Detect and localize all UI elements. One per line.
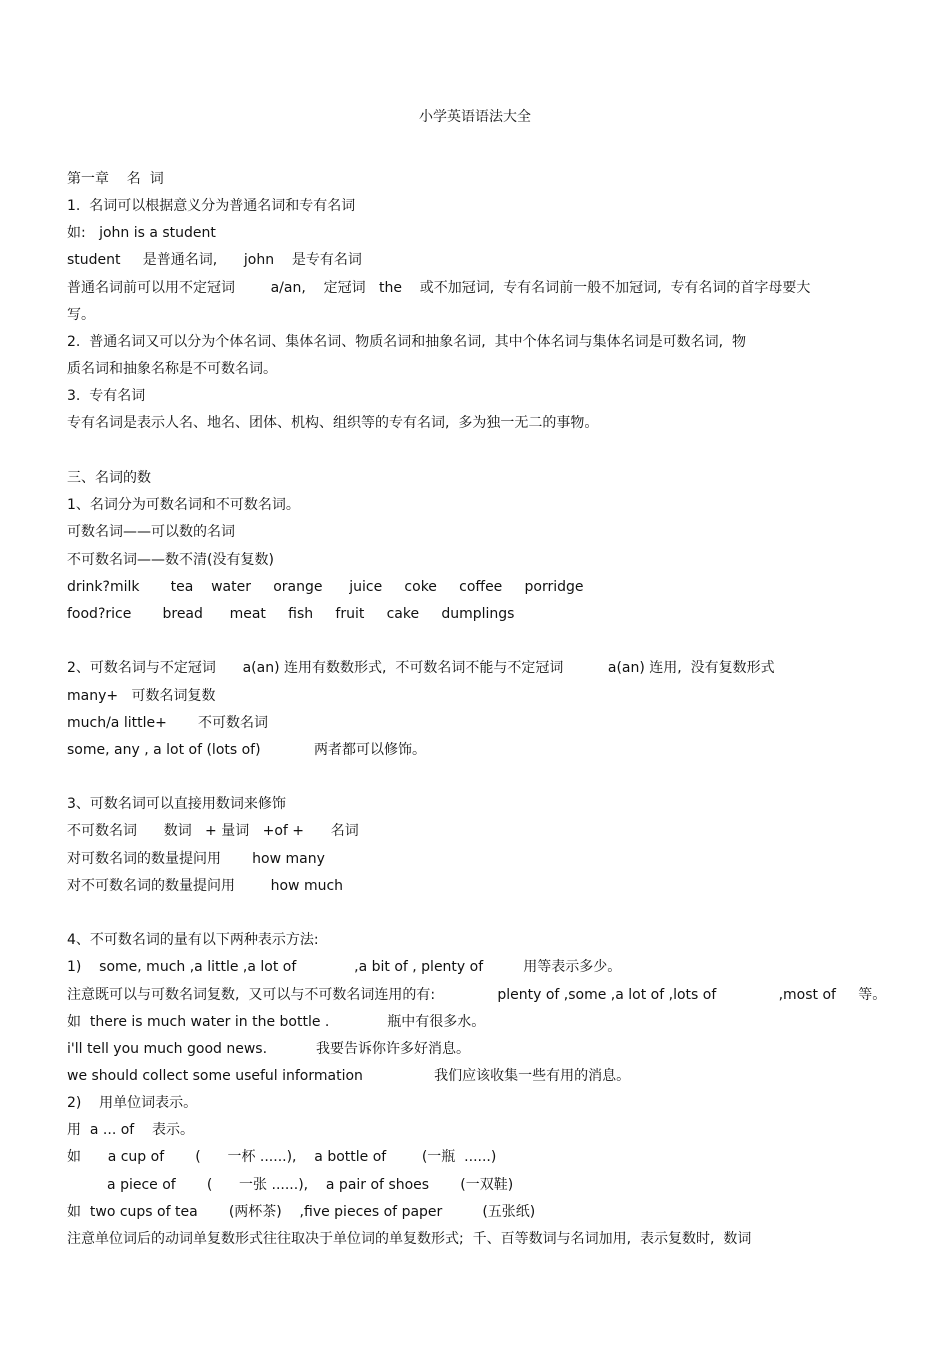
chapter-heading: 第一章 名 词 xyxy=(67,171,164,187)
text-line: i'll tell you much good news. 我要告诉你许多好消息。 xyxy=(67,1041,470,1057)
text-line: 2、可数名词与不定冠词 a(an) 连用有数数形式, 不可数名词不能与不定冠词 a(an) 连用, 没有复数形式 xyxy=(67,660,775,676)
text-line: 3、可数名词可以直接用数词来修饰 xyxy=(67,796,286,812)
text-line: 质名词和抽象名称是不可数名词。 xyxy=(67,361,277,377)
text-line: 4、不可数名词的量有以下两种表示方法: xyxy=(67,932,319,948)
text-line: 注意既可以与可数名词复数, 又可以与不可数名词连用的有: plenty of ,some ,a lot of ,lots of ,most of 等。 xyxy=(67,987,887,1003)
text-line: a piece of ( 一张 ......), a pair of shoes (一双鞋) xyxy=(67,1177,514,1193)
text-line: 专有名词是表示人名、地名、团体、机构、组织等的专有名词, 多为独一无二的事物。 xyxy=(67,415,599,431)
text-line: many+ 可数名词复数 xyxy=(67,688,216,704)
text-line: 普通名词前可以用不定冠词 a/an, 定冠词 the 或不加冠词, 专有名词前一般不加冠词, 专有名词的首字母要大 xyxy=(67,280,811,296)
text-line: 注意单位词后的动词单复数形式往往取决于单位词的单复数形式; 千、百等数词与名词加用, 表示复数时, 数词 xyxy=(67,1231,752,1247)
text-line: some, any , a lot of (lots of) 两者都可以修饰。 xyxy=(67,742,426,758)
text-line: we should collect some useful information 我们应该收集一些有用的消息。 xyxy=(67,1068,631,1084)
text-line: 用 a ... of 表示。 xyxy=(67,1122,195,1138)
text-line: 对不可数名词的数量提问用 how much xyxy=(67,878,344,894)
text-line: 对可数名词的数量提问用 how many xyxy=(67,851,325,867)
text-line: food?rice bread meat fish fruit cake dumplings xyxy=(67,606,515,622)
text-line: 写。 xyxy=(67,307,95,323)
text-line: 不可数名词 数词 + 量词 +of + 名词 xyxy=(67,823,359,839)
text-line: 如 a cup of ( 一杯 ......), a bottle of (一瓶 ......) xyxy=(67,1149,497,1165)
text-line: student 是普通名词, john 是专有名词 xyxy=(67,252,362,268)
text-line: 如 two cups of tea (两杯茶) ,five pieces of paper (五张纸) xyxy=(67,1204,536,1220)
section-heading: 三、名词的数 xyxy=(67,470,151,486)
text-line: 不可数名词——数不清(没有复数) xyxy=(67,552,274,568)
text-line: 如: john is a student xyxy=(67,225,216,241)
text-line: 2) 用单位词表示。 xyxy=(67,1095,198,1111)
text-line: 3. 专有名词 xyxy=(67,388,146,404)
text-line: 1) some, much ,a little ,a lot of ,a bit of , plenty of 用等表示多少。 xyxy=(67,959,622,975)
text-line: 1. 名词可以根据意义分为普通名词和专有名词 xyxy=(67,198,356,214)
text-line: much/a little+ 不可数名词 xyxy=(67,715,268,731)
text-line: drink?milk tea water orange juice coke coffee porridge xyxy=(67,579,584,595)
text-line: 如 there is much water in the bottle . 瓶中有很多水。 xyxy=(67,1014,486,1030)
text-line: 可数名词——可以数的名词 xyxy=(67,524,235,540)
text-line: 1、名词分为可数名词和不可数名词。 xyxy=(67,497,300,513)
text-line: 2. 普通名词又可以分为个体名词、集体名词、物质名词和抽象名词, 其中个体名词与集体名词是可数名词, 物 xyxy=(67,334,746,350)
document-title: 小学英语语法大全 xyxy=(419,109,531,125)
